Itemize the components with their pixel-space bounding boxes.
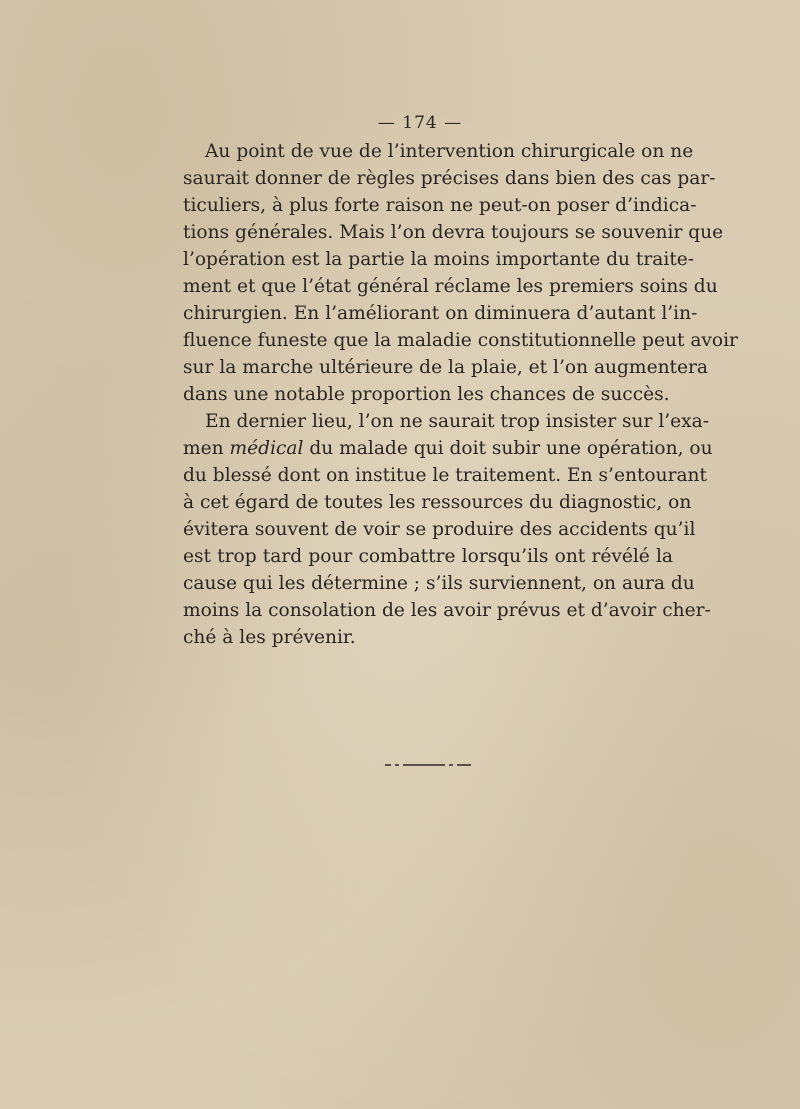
text-run: men (183, 438, 230, 459)
body-text (183, 138, 738, 651)
text-line: ment et que l’état général réclame les premiers soins du (183, 276, 718, 297)
text-line: saurait donner de règles précises dans bien des cas par- (183, 168, 716, 189)
paragraph-1 (183, 138, 738, 408)
paragraph-2 (183, 408, 713, 651)
text-line: l’opération est la partie la moins importante du traite- (183, 249, 695, 270)
text-line: tions générales. Mais l’on devra toujours se souvenir que (183, 222, 724, 243)
text-line: ché à les prévenir. (183, 627, 356, 648)
text-line-with-italic (183, 435, 713, 462)
text-line: En dernier lieu, l’on ne saurait trop insister sur l’exa- (205, 411, 710, 432)
text-line: sur la marche ultérieure de la plaie, et l’on augmentera (183, 357, 708, 378)
text-line: cause qui les détermine ; s’ils surviennent, on aura du (183, 573, 695, 594)
end-ornament-rule (385, 762, 471, 767)
text-run: du malade qui doit subir une opération, ou (303, 438, 713, 459)
text-line: Au point de vue de l’intervention chirurgicale on ne (205, 141, 694, 162)
text-line: chirurgien. En l’améliorant on diminuera d’autant l’in- (183, 303, 698, 324)
text-line: dans une notable proportion les chances de succès. (183, 384, 670, 405)
text-line: moins la consolation de les avoir prévus et d’avoir cher- (183, 600, 711, 621)
text-line: est trop tard pour combattre lorsqu’ils ont révélé la (183, 546, 673, 567)
text-line: fluence funeste que la maladie constitutionnelle peut avoir (183, 330, 738, 351)
text-line: à cet égard de toutes les ressources du diagnostic, on (183, 492, 692, 513)
text-line: ticuliers, à plus forte raison ne peut-on poser d’indica- (183, 195, 697, 216)
text-line: évitera souvent de voir se produire des accidents qu’il (183, 519, 696, 540)
page-number: — 174 — (377, 113, 463, 133)
text-line: du blessé dont on institue le traitement. En s’entourant (183, 465, 708, 486)
italic-word-medical: médical (229, 438, 304, 459)
